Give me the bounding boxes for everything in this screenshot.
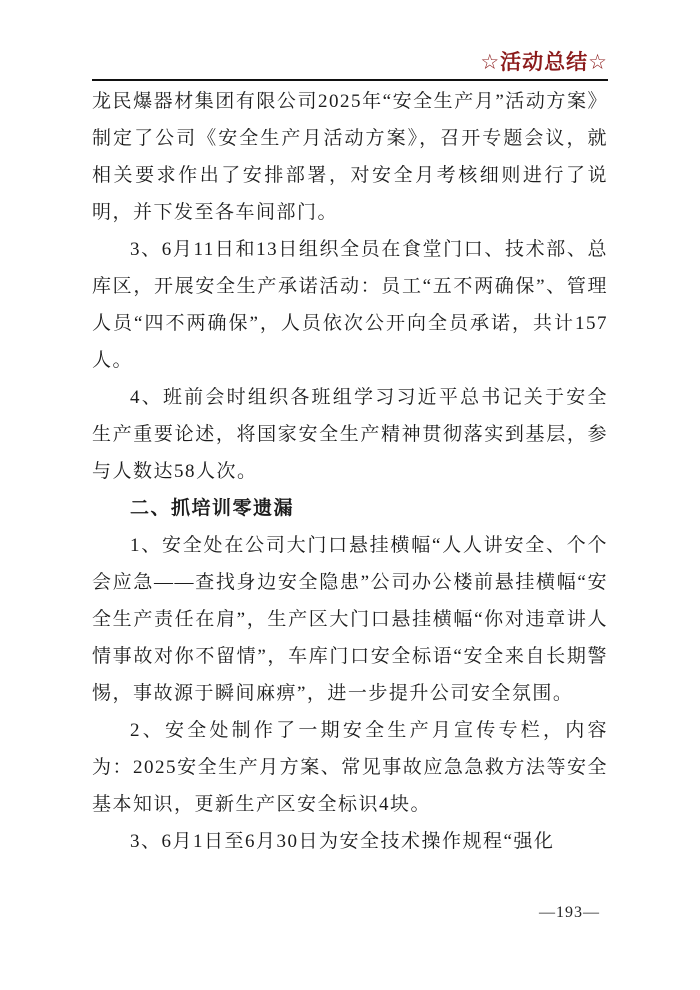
body-paragraph: 3、6月1日至6月30日为安全技术操作规程“强化 [130, 831, 555, 852]
body-paragraph: 4、班前会时组织各班组学习习近平总书记关于安全生产重要论述，将国家安全生产精神贯彻落实到基层，参与人数达58人次。 [92, 387, 608, 482]
page-body [92, 46, 608, 860]
body-paragraph: 2、安全处制作了一期安全生产月宣传专栏，内容为：2025安全生产月方案、常见事故应急急救方法等安全基本知识，更新生产区安全标识4块。 [92, 720, 608, 815]
page-header-title: ☆活动总结☆ [480, 51, 608, 74]
body-paragraph: 1、安全处在公司大门口悬挂横幅“人人讲安全、个个会应急——查找身边安全隐患”公司办公楼前悬挂横幅“安全生产责任在肩”，生产区大门口悬挂横幅“你对违章讲人情事故对你不留情”，车库门口安全标语“安全来自长期警惕，事故源于瞬间麻痹”，进一步提升公司安全氛围。 [92, 535, 608, 704]
header-rule [92, 79, 608, 81]
document-content [92, 83, 608, 860]
page-number: —193— [539, 904, 600, 921]
body-paragraph: 3、6月11日和13日组织全员在食堂门口、技术部、总库区，开展安全生产承诺活动：员工“五不两确保”、管理人员“四不两确保”，人员依次公开向全员承诺，共计157人。 [92, 239, 608, 371]
page-header [92, 46, 608, 79]
section-heading: 二、抓培训零遗漏 [130, 498, 295, 519]
body-paragraph: 龙民爆器材集团有限公司2025年“安全生产月”活动方案》制定了公司《安全生产月活动方案》，召开专题会议，就相关要求作出了安排部署，对安全月考核细则进行了说明，并下发至各车间部门。 [92, 91, 608, 223]
